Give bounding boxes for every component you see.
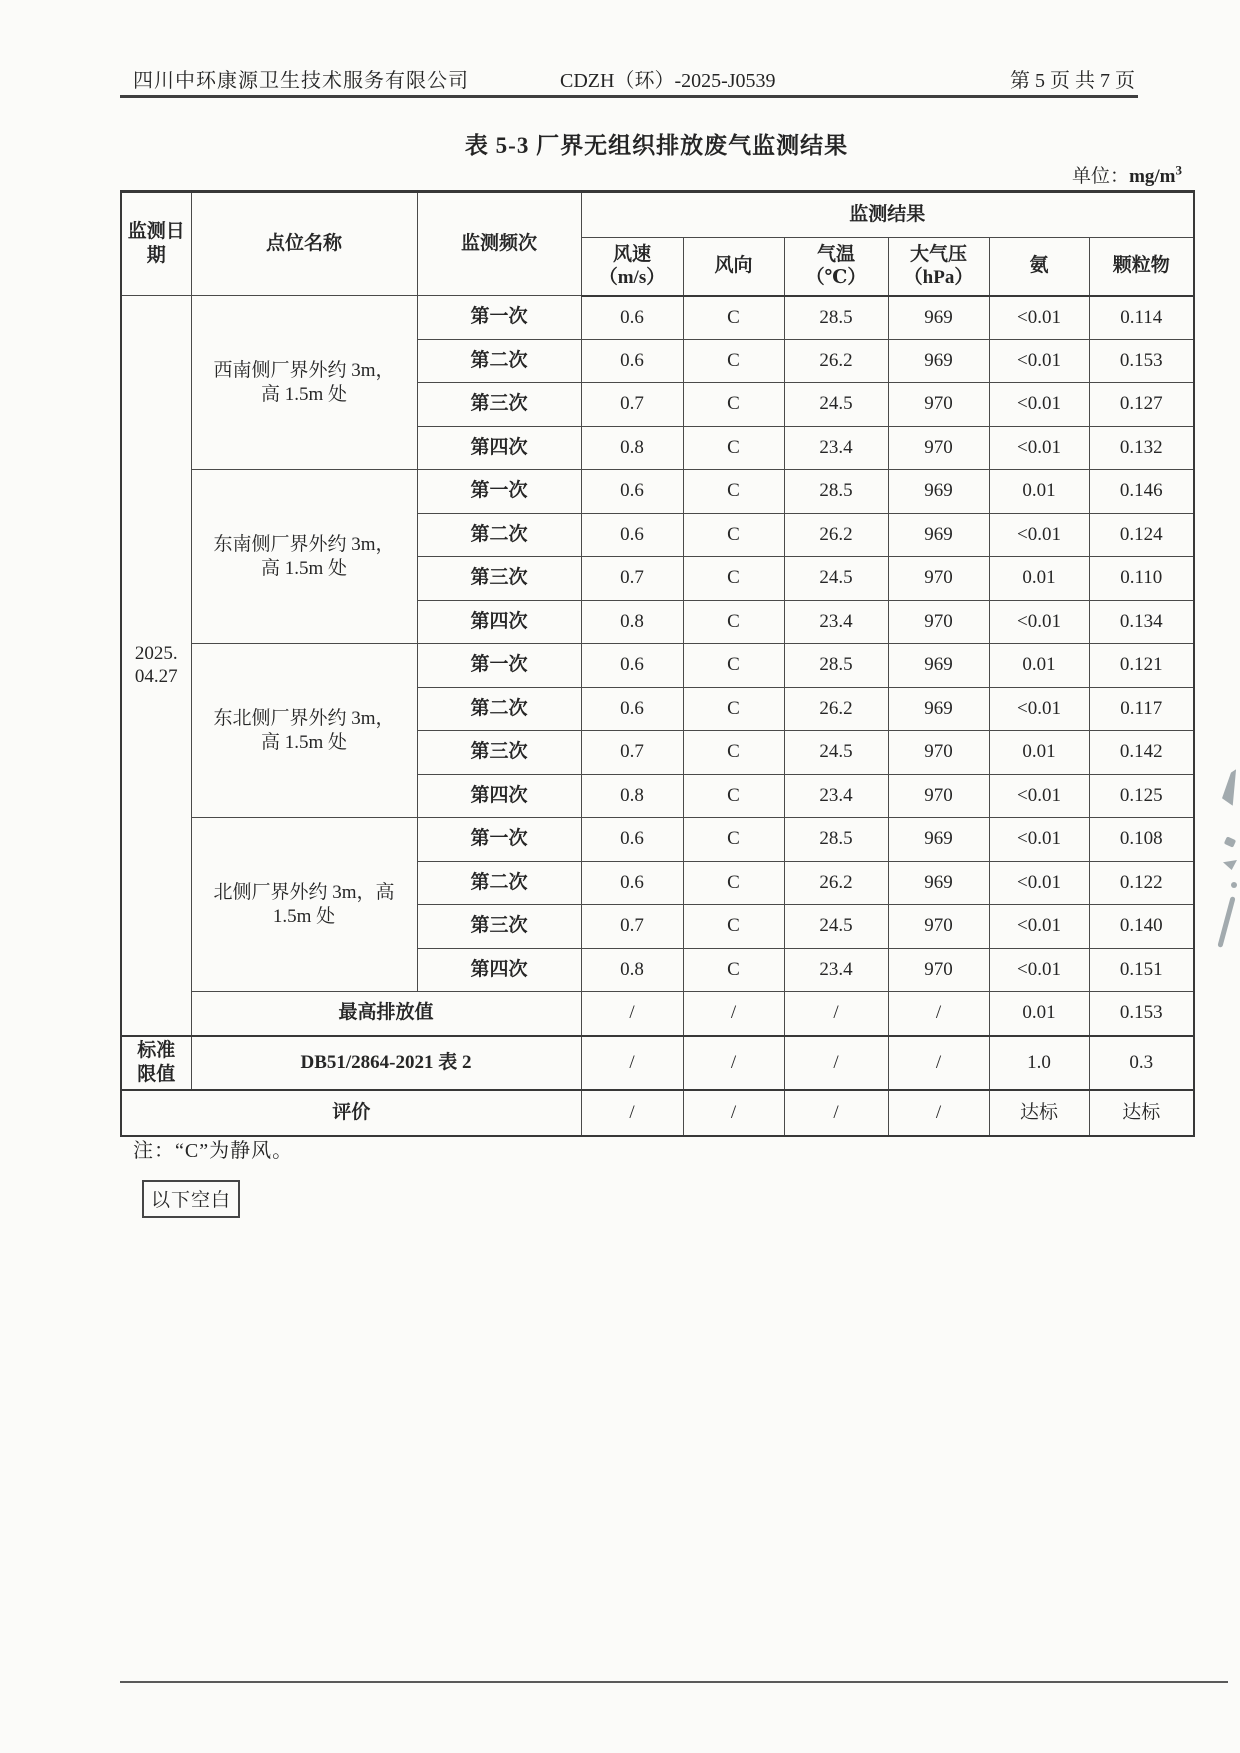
value-pressure: 969	[888, 296, 989, 340]
site-line: 北侧厂界外约 3m，高	[213, 881, 395, 903]
site-line: 东南侧厂界外约 3m，	[213, 533, 395, 555]
freq-cell: 第四次	[417, 774, 581, 818]
col-header-line: （℃）	[805, 267, 867, 289]
freq-cell: 第三次	[417, 905, 581, 949]
site-cell-southeast	[191, 470, 417, 644]
value-temperature: 24.5	[784, 731, 888, 775]
value-wind-direction: C	[683, 948, 784, 992]
value-pressure: 970	[888, 905, 989, 949]
col-header-temperature	[784, 238, 888, 296]
value-particulates: 0.125	[1089, 774, 1194, 818]
freq-cell: 第四次	[417, 426, 581, 470]
table-row	[121, 818, 1194, 862]
value-wind-direction: C	[683, 818, 784, 862]
value-temperature: 26.2	[784, 687, 888, 731]
value-particulates: 0.3	[1089, 1036, 1194, 1090]
value-pressure: 969	[888, 644, 989, 688]
col-header-particulates	[1089, 238, 1194, 296]
value-particulates: 0.121	[1089, 644, 1194, 688]
value-pressure: /	[888, 1090, 989, 1136]
value-ammonia: <0.01	[989, 818, 1089, 862]
col-header-results: 监测结果	[581, 192, 1194, 238]
freq-cell: 第一次	[417, 818, 581, 862]
col-header-wind-direction	[683, 238, 784, 296]
value-wind-direction: C	[683, 470, 784, 514]
freq-cell: 第一次	[417, 470, 581, 514]
value-ammonia: <0.01	[989, 513, 1089, 557]
value-wind-speed: 0.6	[581, 861, 683, 905]
value-temperature: /	[784, 992, 888, 1036]
value-ammonia: <0.01	[989, 687, 1089, 731]
value-wind-direction: /	[683, 992, 784, 1036]
site-line: 西南侧厂界外约 3m，	[213, 359, 395, 381]
table-row	[121, 644, 1194, 688]
standard-limit-label	[121, 1036, 191, 1090]
value-wind-direction: C	[683, 426, 784, 470]
value-wind-direction: C	[683, 905, 784, 949]
value-particulates: 0.124	[1089, 513, 1194, 557]
scan-artifact-mark	[1217, 896, 1235, 948]
value-temperature: 28.5	[784, 470, 888, 514]
value-particulates: 0.114	[1089, 296, 1194, 340]
value-ammonia: <0.01	[989, 383, 1089, 427]
value-pressure: 970	[888, 948, 989, 992]
value-pressure: 969	[888, 687, 989, 731]
value-temperature: 28.5	[784, 296, 888, 340]
value-particulates: 0.117	[1089, 687, 1194, 731]
header-report-number: CDZH（环）-2025-J0539	[560, 70, 776, 92]
below-blank-box	[142, 1180, 240, 1218]
value-particulates: 0.108	[1089, 818, 1194, 862]
value-temperature: 23.4	[784, 948, 888, 992]
value-wind-speed: /	[581, 1036, 683, 1090]
freq-cell: 第二次	[417, 513, 581, 557]
max-emission-row	[121, 992, 1194, 1036]
value-ammonia: 达标	[989, 1090, 1089, 1136]
value-wind-direction: C	[683, 383, 784, 427]
freq-cell: 第四次	[417, 600, 581, 644]
header-row-1	[121, 192, 1194, 238]
value-particulates: 0.127	[1089, 383, 1194, 427]
site-cell-north	[191, 818, 417, 992]
footnote: 注：“C”为静风。	[133, 1140, 294, 1162]
value-wind-speed: 0.6	[581, 687, 683, 731]
value-pressure: 969	[888, 339, 989, 383]
standard-limit-label-line: 限值	[137, 1063, 176, 1085]
value-ammonia: 0.01	[989, 557, 1089, 601]
freq-cell: 第二次	[417, 687, 581, 731]
value-pressure: 969	[888, 470, 989, 514]
value-temperature: 23.4	[784, 426, 888, 470]
value-pressure: 970	[888, 731, 989, 775]
standard-reference: DB51/2864-2021 表 2	[191, 1036, 581, 1090]
scan-artifact-mark	[1224, 836, 1236, 847]
site-line: 东北侧厂界外约 3m，	[213, 707, 395, 729]
col-header-line: （m/s）	[598, 267, 666, 289]
value-particulates: 0.153	[1089, 992, 1194, 1036]
value-wind-speed: 0.8	[581, 426, 683, 470]
value-wind-speed: 0.6	[581, 470, 683, 514]
value-particulates: 0.140	[1089, 905, 1194, 949]
value-ammonia: 0.01	[989, 731, 1089, 775]
value-particulates: 0.110	[1089, 557, 1194, 601]
value-temperature: /	[784, 1090, 888, 1136]
scan-artifact-mark	[1231, 882, 1237, 888]
value-particulates: 0.151	[1089, 948, 1194, 992]
scan-artifact-mark	[1219, 769, 1240, 807]
standard-limit-row	[121, 1036, 1194, 1090]
value-pressure: /	[888, 1036, 989, 1090]
col-header-line: （hPa）	[903, 267, 974, 289]
value-pressure: /	[888, 992, 989, 1036]
value-wind-speed: 0.8	[581, 774, 683, 818]
table-row	[121, 470, 1194, 514]
value-wind-direction: C	[683, 296, 784, 340]
value-ammonia: <0.01	[989, 600, 1089, 644]
value-ammonia: <0.01	[989, 426, 1089, 470]
value-wind-speed: 0.7	[581, 905, 683, 949]
value-pressure: 969	[888, 818, 989, 862]
value-particulates: 达标	[1089, 1090, 1194, 1136]
col-header-wind-speed	[581, 238, 683, 296]
value-ammonia: 0.01	[989, 470, 1089, 514]
value-pressure: 970	[888, 383, 989, 427]
max-emission-label: 最高排放值	[191, 992, 581, 1036]
value-ammonia: 0.01	[989, 992, 1089, 1036]
value-pressure: 970	[888, 426, 989, 470]
freq-cell: 第一次	[417, 296, 581, 340]
value-particulates: 0.134	[1089, 600, 1194, 644]
evaluation-row	[121, 1090, 1194, 1136]
value-wind-direction: C	[683, 731, 784, 775]
unit-prefix: 单位：	[1072, 166, 1130, 187]
value-pressure: 970	[888, 600, 989, 644]
value-wind-direction: /	[683, 1090, 784, 1136]
date-line: 2025.	[134, 642, 178, 664]
freq-cell: 第四次	[417, 948, 581, 992]
freq-cell: 第三次	[417, 557, 581, 601]
col-header-site: 点位名称	[191, 192, 417, 296]
table-row	[121, 296, 1194, 340]
value-wind-speed: /	[581, 992, 683, 1036]
monitoring-results-table	[120, 190, 1195, 1137]
standard-limit-label-line: 标准	[137, 1039, 176, 1061]
col-header-frequency: 监测频次	[417, 192, 581, 296]
unit-superscript: 3	[1175, 162, 1182, 178]
value-particulates: 0.146	[1089, 470, 1194, 514]
scan-artifact-mark	[1223, 860, 1237, 870]
value-wind-direction: C	[683, 513, 784, 557]
unit-value: mg/m	[1129, 166, 1176, 187]
value-ammonia: <0.01	[989, 861, 1089, 905]
unit-label	[1072, 161, 1182, 188]
col-header-line: 气温	[816, 243, 855, 265]
value-pressure: 970	[888, 774, 989, 818]
value-wind-direction: C	[683, 861, 784, 905]
value-ammonia: <0.01	[989, 948, 1089, 992]
value-wind-direction: C	[683, 774, 784, 818]
value-temperature: 26.2	[784, 861, 888, 905]
value-ammonia: <0.01	[989, 774, 1089, 818]
col-header-date: 监测日期	[121, 192, 191, 296]
value-wind-direction: C	[683, 557, 784, 601]
value-wind-speed: 0.7	[581, 557, 683, 601]
header-rule	[120, 95, 1138, 98]
value-temperature: 24.5	[784, 557, 888, 601]
value-temperature: 26.2	[784, 339, 888, 383]
value-temperature: 28.5	[784, 818, 888, 862]
value-ammonia: 1.0	[989, 1036, 1089, 1090]
footer-rule	[120, 1681, 1228, 1683]
value-wind-speed: 0.6	[581, 818, 683, 862]
value-wind-speed: /	[581, 1090, 683, 1136]
freq-cell: 第三次	[417, 383, 581, 427]
value-temperature: 23.4	[784, 600, 888, 644]
site-cell-southwest	[191, 296, 417, 470]
evaluation-label: 评价	[121, 1090, 581, 1136]
value-ammonia: <0.01	[989, 296, 1089, 340]
col-header-line: 大气压	[909, 243, 967, 265]
col-header-line: 风速	[612, 243, 651, 265]
date-line: 04.27	[134, 666, 178, 688]
value-temperature: 24.5	[784, 383, 888, 427]
freq-cell: 第三次	[417, 731, 581, 775]
value-wind-speed: 0.7	[581, 383, 683, 427]
freq-cell: 第二次	[417, 861, 581, 905]
value-temperature: 28.5	[784, 644, 888, 688]
value-pressure: 970	[888, 557, 989, 601]
value-wind-speed: 0.6	[581, 339, 683, 383]
value-wind-direction: /	[683, 1036, 784, 1090]
value-ammonia: <0.01	[989, 905, 1089, 949]
site-line: 高 1.5m 处	[260, 557, 348, 579]
freq-cell: 第一次	[417, 644, 581, 688]
date-cell	[121, 296, 191, 1036]
col-header-line: 氨	[1029, 255, 1049, 277]
value-wind-direction: C	[683, 339, 784, 383]
value-temperature: 23.4	[784, 774, 888, 818]
value-pressure: 969	[888, 513, 989, 557]
value-wind-speed: 0.6	[581, 644, 683, 688]
value-temperature: 24.5	[784, 905, 888, 949]
value-wind-speed: 0.8	[581, 600, 683, 644]
value-particulates: 0.142	[1089, 731, 1194, 775]
site-line: 高 1.5m 处	[260, 731, 348, 753]
header-page-number: 第 5 页 共 7 页	[1010, 70, 1135, 92]
value-temperature: /	[784, 1036, 888, 1090]
value-wind-direction: C	[683, 600, 784, 644]
col-header-line: 风向	[714, 255, 753, 277]
value-temperature: 26.2	[784, 513, 888, 557]
value-wind-speed: 0.6	[581, 513, 683, 557]
site-line: 1.5m 处	[272, 905, 336, 927]
site-line: 高 1.5m 处	[260, 383, 348, 405]
col-header-ammonia	[989, 238, 1089, 296]
header-company: 四川中环康源卫生技术服务有限公司	[133, 70, 469, 92]
value-ammonia: <0.01	[989, 339, 1089, 383]
below-blank-text: 以下空白	[151, 1190, 232, 1211]
value-particulates: 0.153	[1089, 339, 1194, 383]
value-wind-direction: C	[683, 644, 784, 688]
value-wind-speed: 0.8	[581, 948, 683, 992]
table-title: 表 5-3 厂界无组织排放废气监测结果	[464, 133, 849, 158]
value-particulates: 0.122	[1089, 861, 1194, 905]
value-wind-direction: C	[683, 687, 784, 731]
value-particulates: 0.132	[1089, 426, 1194, 470]
col-header-line: 颗粒物	[1112, 255, 1170, 277]
value-wind-speed: 0.6	[581, 296, 683, 340]
value-wind-speed: 0.7	[581, 731, 683, 775]
value-ammonia: 0.01	[989, 644, 1089, 688]
value-pressure: 969	[888, 861, 989, 905]
freq-cell: 第二次	[417, 339, 581, 383]
col-header-pressure	[888, 238, 989, 296]
site-cell-northeast	[191, 644, 417, 818]
